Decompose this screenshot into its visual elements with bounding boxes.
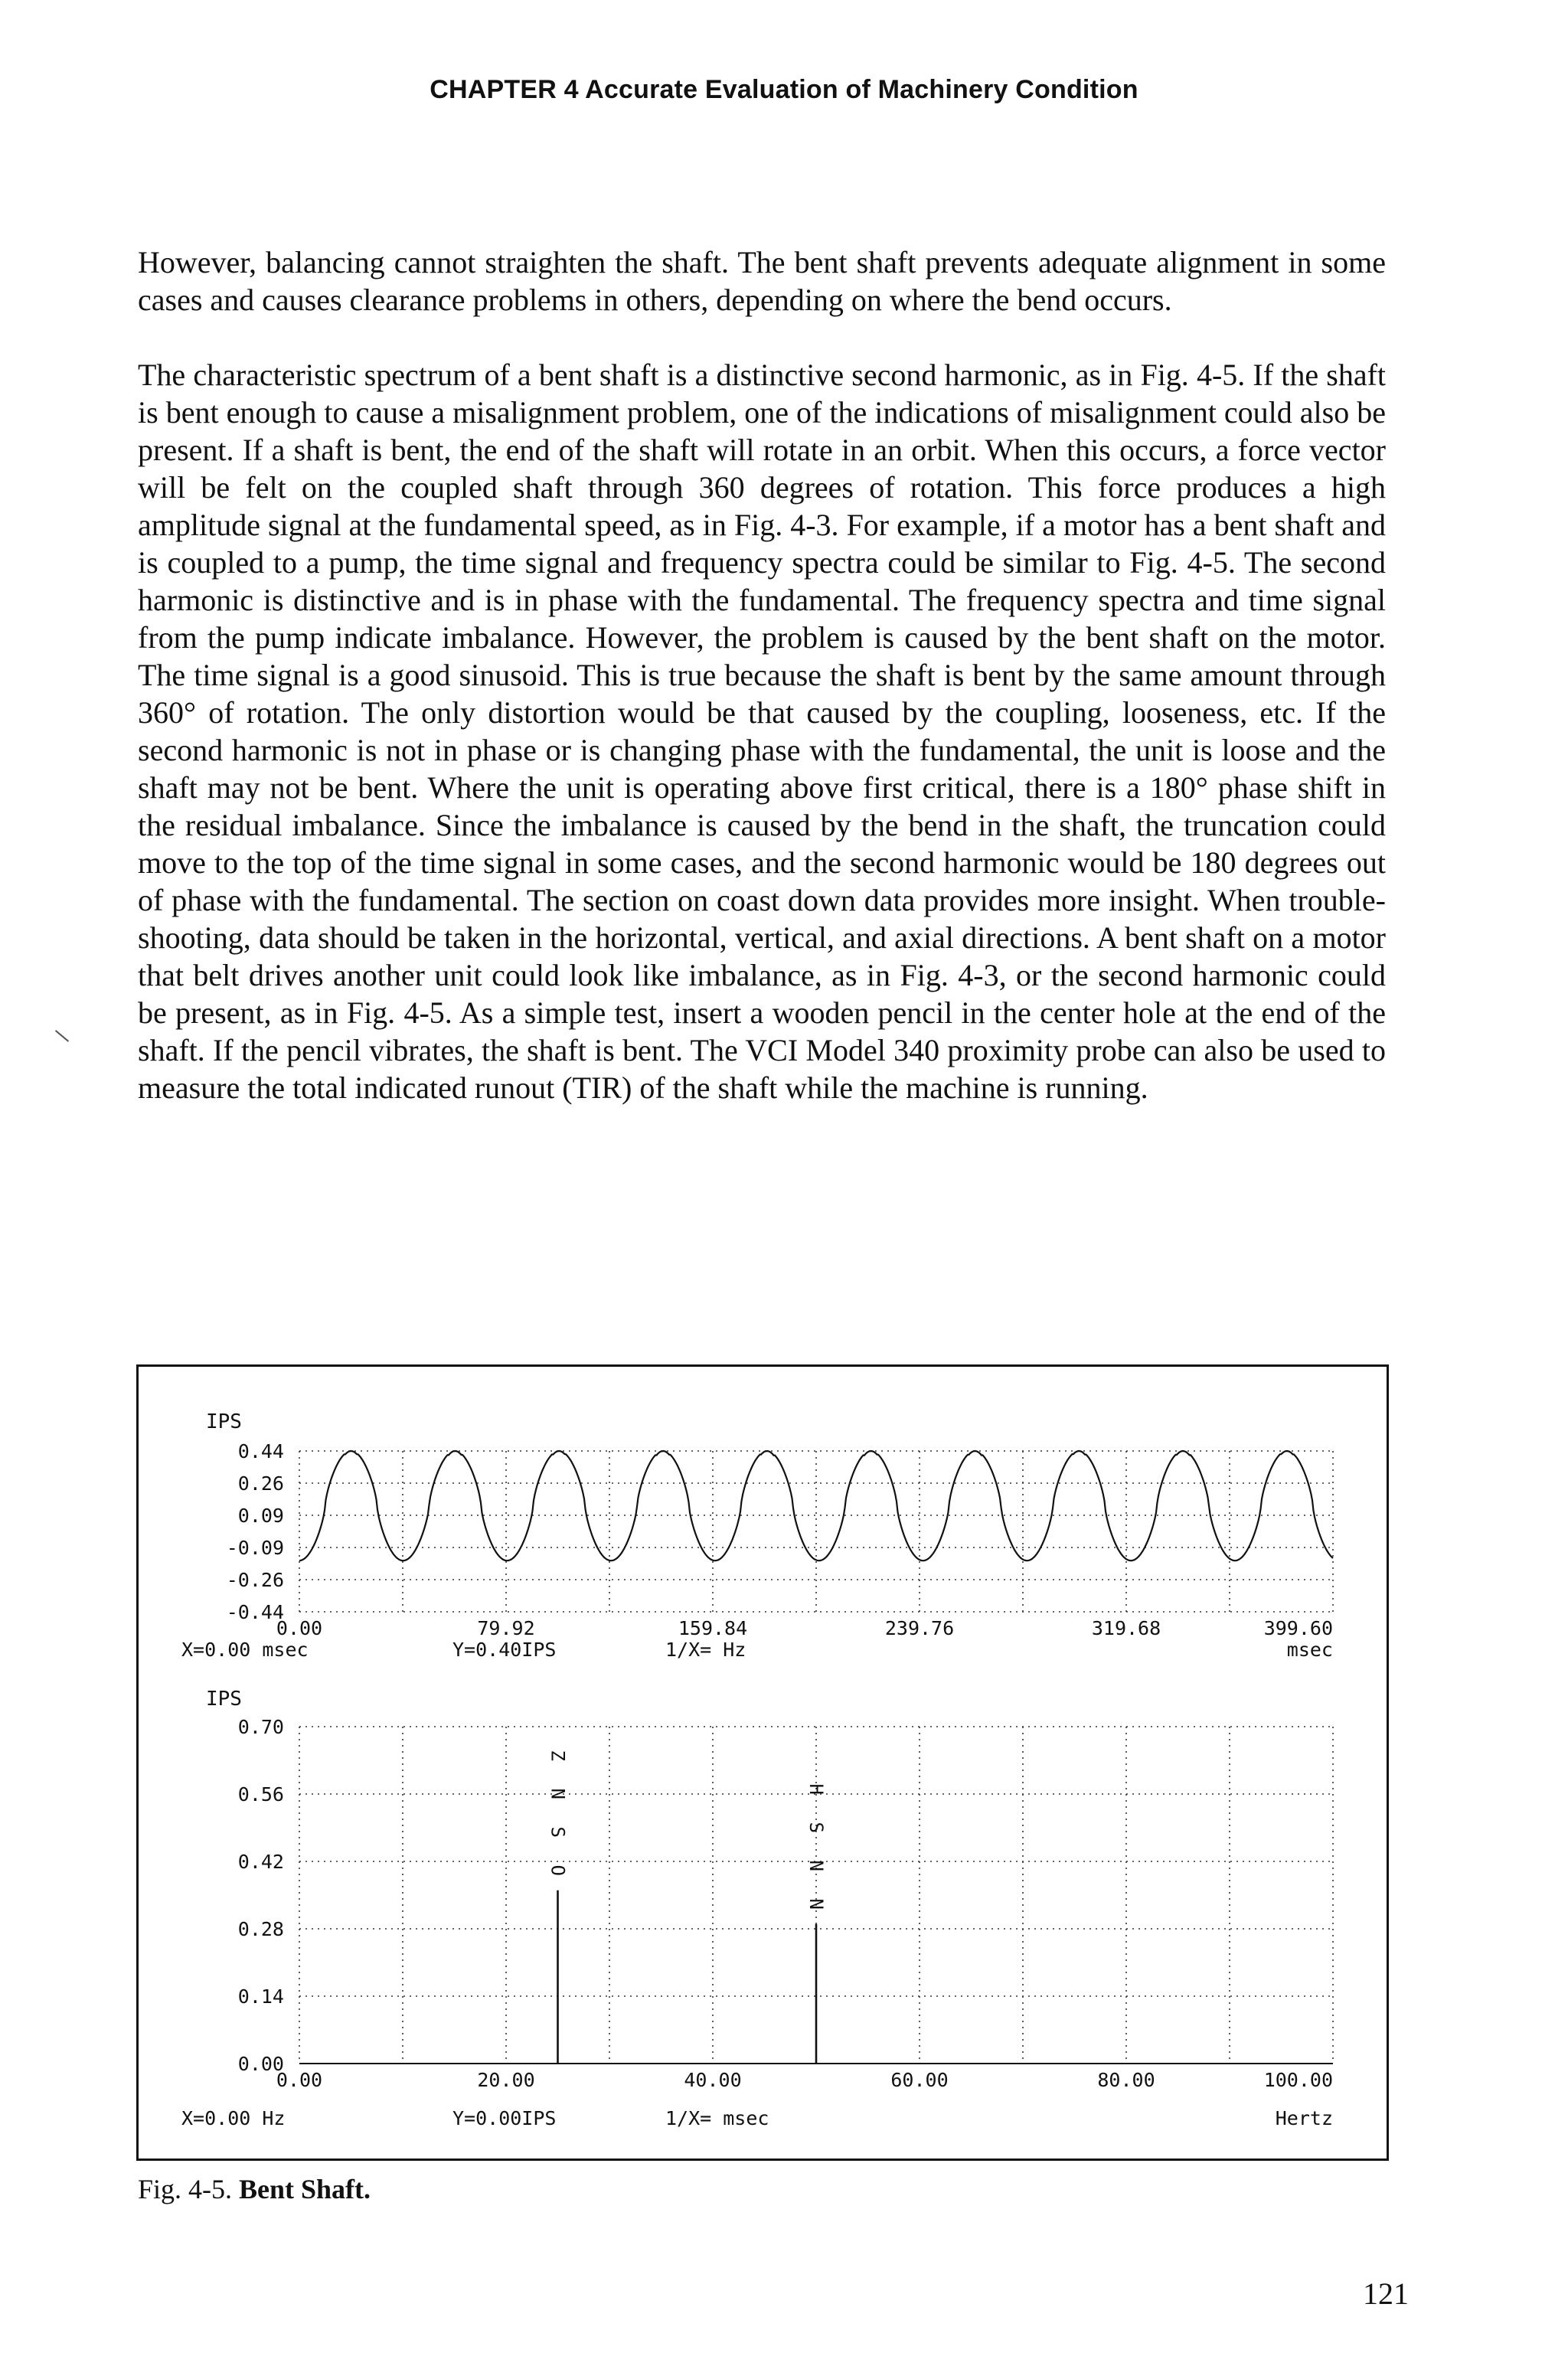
chart1-x-tick-label: 319.68: [1091, 1617, 1161, 1639]
chart2-x-tick-label: 60.00: [890, 2069, 949, 2091]
chart1-x-tick-label: 399.60: [1263, 1617, 1333, 1639]
time-waveform-chart: [206, 1410, 1333, 1639]
chart2-peak-label: N: [547, 1788, 569, 1799]
chart1-x-tick-label: 0.00: [276, 1617, 323, 1639]
paragraph-1: However, balancing cannot straighten the shaft. The bent shaft prevents adequate alignment in some cases and causes clearance problems in others, depending on where the bend occurs.: [138, 245, 1386, 317]
chart2-x-tick-label: 0.00: [276, 2069, 323, 2091]
chart2-status-y: Y=0.00IPS: [452, 2107, 557, 2129]
chart1-status-x: X=0.00 msec: [181, 1639, 309, 1661]
chart2-y-tick-label: 0.70: [237, 1716, 284, 1738]
chart2-peak-label: H: [805, 1783, 827, 1795]
page-number: 121: [1363, 2276, 1409, 2311]
chart1-grid: [299, 1451, 1333, 1612]
spectrum-chart: [206, 1688, 1333, 2091]
chart2-peak-label: Z: [547, 1750, 569, 1761]
chart1-x-ticks: [276, 1617, 1333, 1639]
chart2-y-tick-label: 0.56: [237, 1783, 284, 1806]
chart2-y-ticks: [238, 1716, 284, 2075]
chart1-y-tick-label: -0.09: [226, 1537, 284, 1559]
chart2-peaks: [299, 1750, 1333, 2064]
paragraph-2: The characteristic spectrum of a bent shaft is a distinctive second harmonic, as in Fig. 4-5. If the shaft is bent enough to cause a misalignment problem, one of the indications of misalignment could also be present. If a shaft is bent, the end of the shaft will rotate in an orbit. When this occurs, a force vector will be felt on the coupled shaft through 360 degrees of rotation. This force produces a high amplitude signal at the fundamental speed, as in Fig. 4-3. For example, if a motor has a bent shaft and is coupled to a pump, the time signal and frequency spectra could be similar to Fig. 4-5. The second harmonic is distinctive and is in phase with the fundamental. The frequency spectra and time signal from the pump indicate imbalance. However, the problem is caused by the bent shaft on the motor. The time signal is a good sinusoid. This is true because the shaft is bent by the same amount through 360° of rotation. The only distortion would be that caused by the coupling, looseness, etc. If the second harmonic is not in phase or is changing phase with the fundamental, the unit is loose and the shaft may not be bent. Where the unit is operating above first critical, there is a 180° phase shift in the residual imbalance. Since the imbalance is caused by the bend in the shaft, the truncation could move to the top of the time signal in some cases, and the second harmonic would be 180 degrees out of phase with the fundamental. The section on coast down data provides more insight. When trouble-shooting, data should be taken in the horizontal, vertical, and axial directions. A bent shaft on a motor that belt drives another unit could look like imbalance, as in Fig. 4-3, or the second harmonic could be present, as in Fig. 4-5. As a simple test, insert a wooden pencil in the center hole at the end of the shaft. If the pencil vibrates, the shaft is bent. The VCI Model 340 proximity probe can also be used to measure the total indicated runout (TIR) of the shaft while the machine is running.: [138, 358, 1386, 1105]
chart2-unit: Hertz: [1275, 2107, 1333, 2129]
chart2-y-tick-label: 0.28: [237, 1918, 284, 1940]
chart2-y-tick-label: 0.42: [237, 1851, 284, 1873]
chart2-status-inv: 1/X= msec: [665, 2107, 769, 2129]
chart2-x-ticks: [276, 2069, 1333, 2091]
body-text: [138, 243, 1386, 1144]
chart2-status-x: X=0.00 Hz: [181, 2107, 286, 2129]
chart2-y-tick-label: 0.14: [237, 1985, 284, 2008]
chart2-peak-label: O: [547, 1864, 569, 1876]
chart1-y-tick-label: 0.44: [237, 1440, 284, 1462]
figure-frame: [136, 1364, 1389, 2161]
chart2-x-tick-label: 20.00: [477, 2069, 535, 2091]
margin-mark: [55, 1030, 69, 1042]
chart2-y-tick-label: 0.00: [237, 2053, 284, 2075]
caption-title: Bent Shaft.: [239, 2174, 371, 2204]
chart1-y-tick-label: -0.26: [226, 1569, 284, 1591]
chart2-peak-label: N: [805, 1898, 827, 1910]
chapter-header: CHAPTER 4 Accurate Evaluation of Machinery Condition: [430, 75, 1138, 104]
chart2-x-tick-label: 100.00: [1263, 2069, 1333, 2091]
chart2-x-tick-label: 40.00: [684, 2069, 742, 2091]
chart2-ylabel: IPS: [206, 1688, 242, 1711]
caption-label: Fig. 4-5.: [138, 2174, 233, 2204]
chart1-y-tick-label: -0.44: [226, 1601, 284, 1623]
chart1-y-tick-label: 0.26: [237, 1472, 284, 1495]
chart1-x-tick-label: 79.92: [477, 1617, 535, 1639]
chart2-peak-label: S: [805, 1822, 827, 1833]
chart1-status-y: Y=0.40IPS: [452, 1639, 557, 1661]
chart1-x-tick-label: 159.84: [678, 1617, 748, 1639]
chart1-x-tick-label: 239.76: [884, 1617, 955, 1639]
chart2-x-tick-label: 80.00: [1097, 2069, 1155, 2091]
chart1-unit: msec: [1286, 1639, 1333, 1661]
chart2-peak-label: S: [547, 1826, 569, 1838]
chart1-ylabel: IPS: [206, 1410, 242, 1433]
chart1-y-ticks: [227, 1440, 284, 1623]
figure-charts: [139, 1367, 1387, 2158]
chart2-peak-label: N: [805, 1860, 827, 1871]
chart1-y-tick-label: 0.09: [237, 1505, 284, 1527]
chart1-status-inv: 1/X= Hz: [665, 1639, 746, 1661]
figure-caption: [138, 2173, 371, 2205]
